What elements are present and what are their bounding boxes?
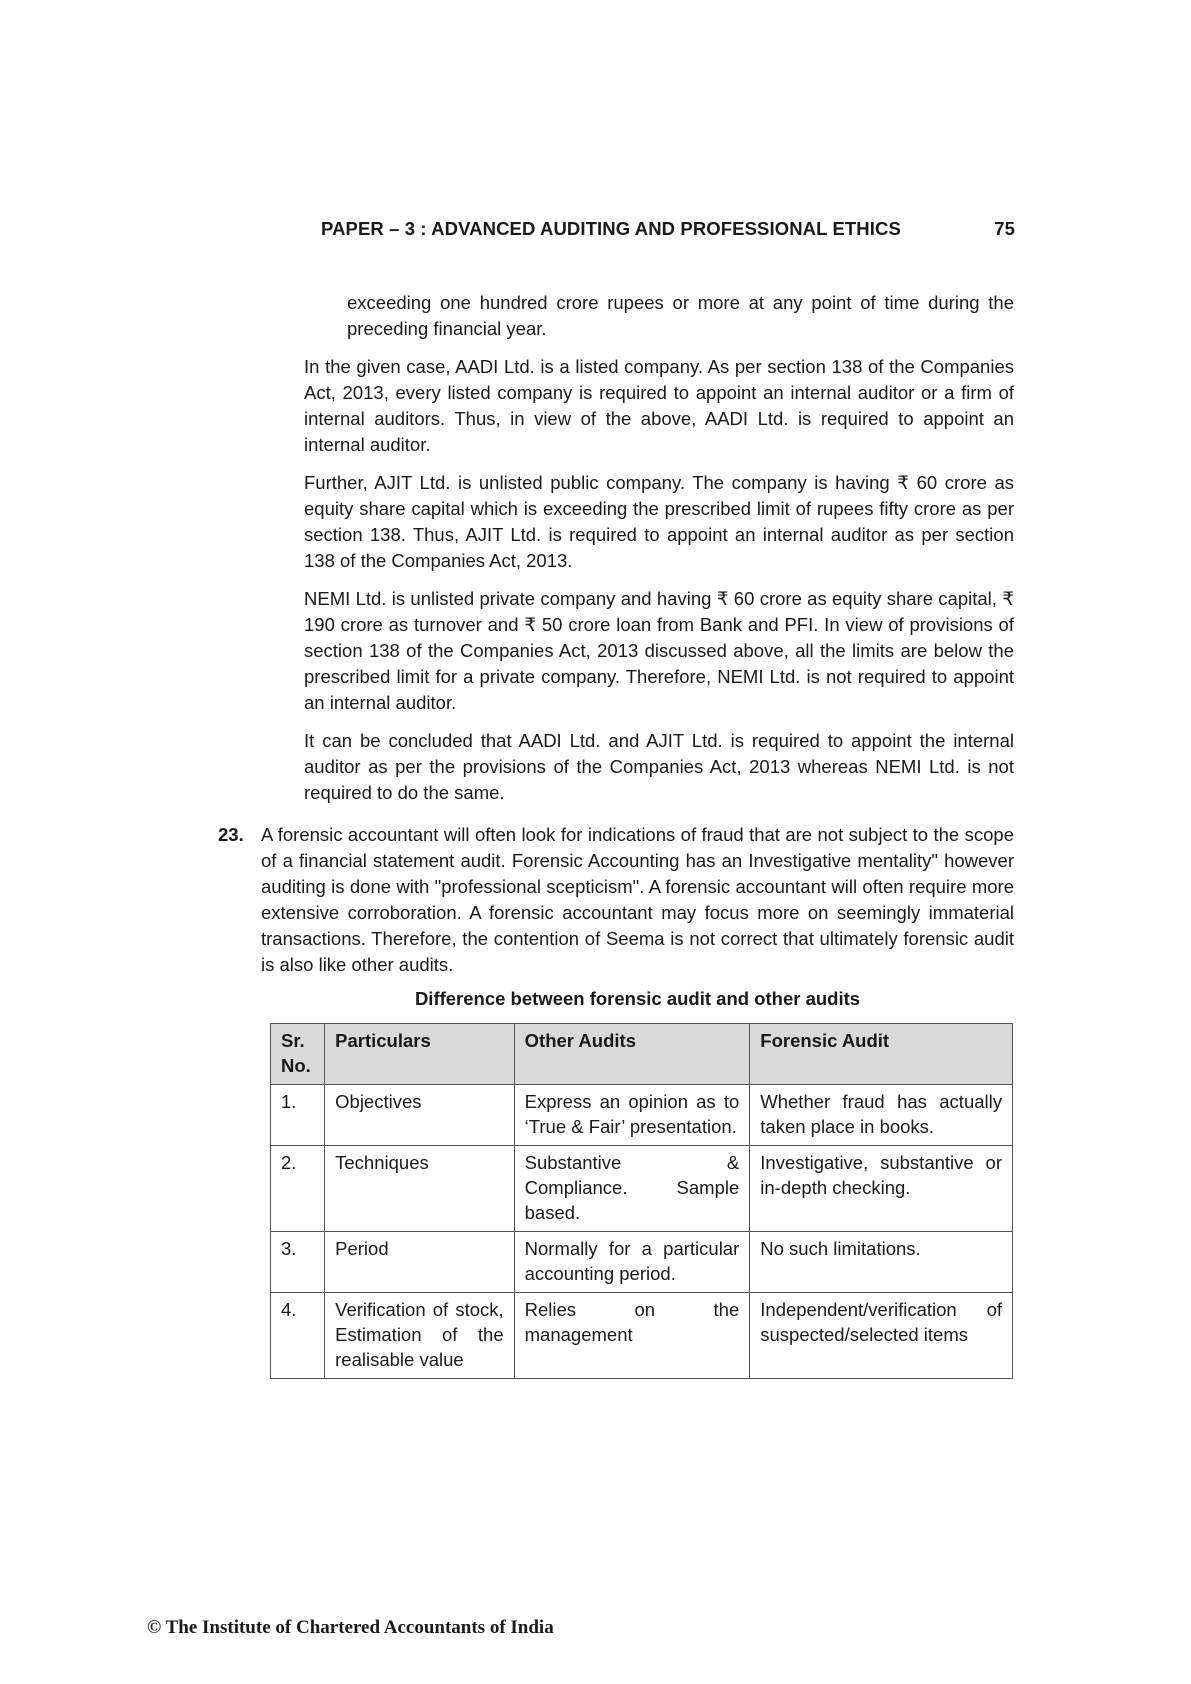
cell-forensic-audit: Whether fraud has actually taken place in books.: [750, 1085, 1013, 1146]
cell-particulars: Verification of stock, Estimation of the realisable value: [325, 1293, 515, 1379]
continuation-paragraph: exceeding one hundred crore rupees or more at any point of time during the preceding financial year.: [347, 292, 1014, 339]
cell-sr-no: 1.: [271, 1085, 325, 1146]
copyright-footer: © The Institute of Chartered Accountants of India: [147, 1617, 554, 1638]
header-sr-no: Sr. No.: [271, 1024, 325, 1085]
header-particulars: Particulars: [325, 1024, 515, 1085]
cell-other-audits: Express an opinion as to ‘True & Fair’ presentation.: [514, 1085, 750, 1146]
question-answer-paragraph: A forensic accountant will often look for indications of fraud that are not subject to the scope of a financial statement audit. Forensic Accounting has an Investigative mentality" however auditing is done with "professional scepticism". A forensic accountant will often require more extensive corroboration. A forensic accountant may focus more on seemingly immaterial transactions. Therefore, the contention of Seema is not correct that ultimately forensic audit is also like other audits.: [261, 824, 1014, 975]
table-row: [271, 1232, 1013, 1293]
paragraph-aadi: In the given case, AADI Ltd. is a listed company. As per section 138 of the Companies Act, 2013, every listed company is required to appoint an internal auditor or a firm of internal auditors. Thus, in view of the above, AADI Ltd. is required to appoint an internal auditor.: [304, 356, 1014, 455]
table-row: [271, 1085, 1013, 1146]
cell-other-audits: Normally for a particular accounting period.: [514, 1232, 750, 1293]
header-forensic-audit: Forensic Audit: [750, 1024, 1013, 1085]
table-header-row: [271, 1024, 1013, 1085]
page-number: 75: [994, 218, 1015, 239]
paragraph-conclusion: It can be concluded that AADI Ltd. and AJIT Ltd. is required to appoint the internal auditor as per the provisions of the Companies Act, 2013 whereas NEMI Ltd. is not required to do the same.: [304, 730, 1014, 803]
table-title: Difference between forensic audit and other audits: [414, 988, 861, 1009]
cell-particulars: Techniques: [325, 1146, 515, 1232]
comparison-table: [270, 1023, 1013, 1379]
cell-sr-no: 4.: [271, 1293, 325, 1379]
paragraph-nemi: NEMI Ltd. is unlisted private company and having ₹ 60 crore as equity share capital, ₹ 190 crore as turnover and ₹ 50 crore loan from Bank and PFI. In view of provisions of section 138 of the Companies Act, 2013 discussed above, all the limits are below the prescribed limit for a private company. Therefore, NEMI Ltd. is not required to appoint an internal auditor.: [304, 588, 1014, 713]
table-row: [271, 1146, 1013, 1232]
table-row: [271, 1293, 1013, 1379]
cell-other-audits: Substantive & Compliance. Sample based.: [514, 1146, 750, 1232]
header-title: PAPER – 3 : ADVANCED AUDITING AND PROFESSIONAL ETHICS: [321, 218, 901, 239]
paragraph-ajit: Further, AJIT Ltd. is unlisted public company. The company is having ₹ 60 crore as equity share capital which is exceeding the prescribed limit of rupees fifty crore as per section 138. Thus, AJIT Ltd. is required to appoint an internal auditor as per section 138 of the Companies Act, 2013.: [304, 472, 1014, 571]
question-number: 23.: [218, 824, 244, 845]
cell-forensic-audit: Independent/verification of suspected/selected items: [750, 1293, 1013, 1379]
cell-sr-no: 3.: [271, 1232, 325, 1293]
header-other-audits: Other Audits: [514, 1024, 750, 1085]
cell-forensic-audit: Investigative, substantive or in-depth checking.: [750, 1146, 1013, 1232]
cell-other-audits: Relies on the management: [514, 1293, 750, 1379]
cell-particulars: Objectives: [325, 1085, 515, 1146]
page-header: [321, 218, 1015, 240]
cell-particulars: Period: [325, 1232, 515, 1293]
cell-sr-no: 2.: [271, 1146, 325, 1232]
cell-forensic-audit: No such limitations.: [750, 1232, 1013, 1293]
